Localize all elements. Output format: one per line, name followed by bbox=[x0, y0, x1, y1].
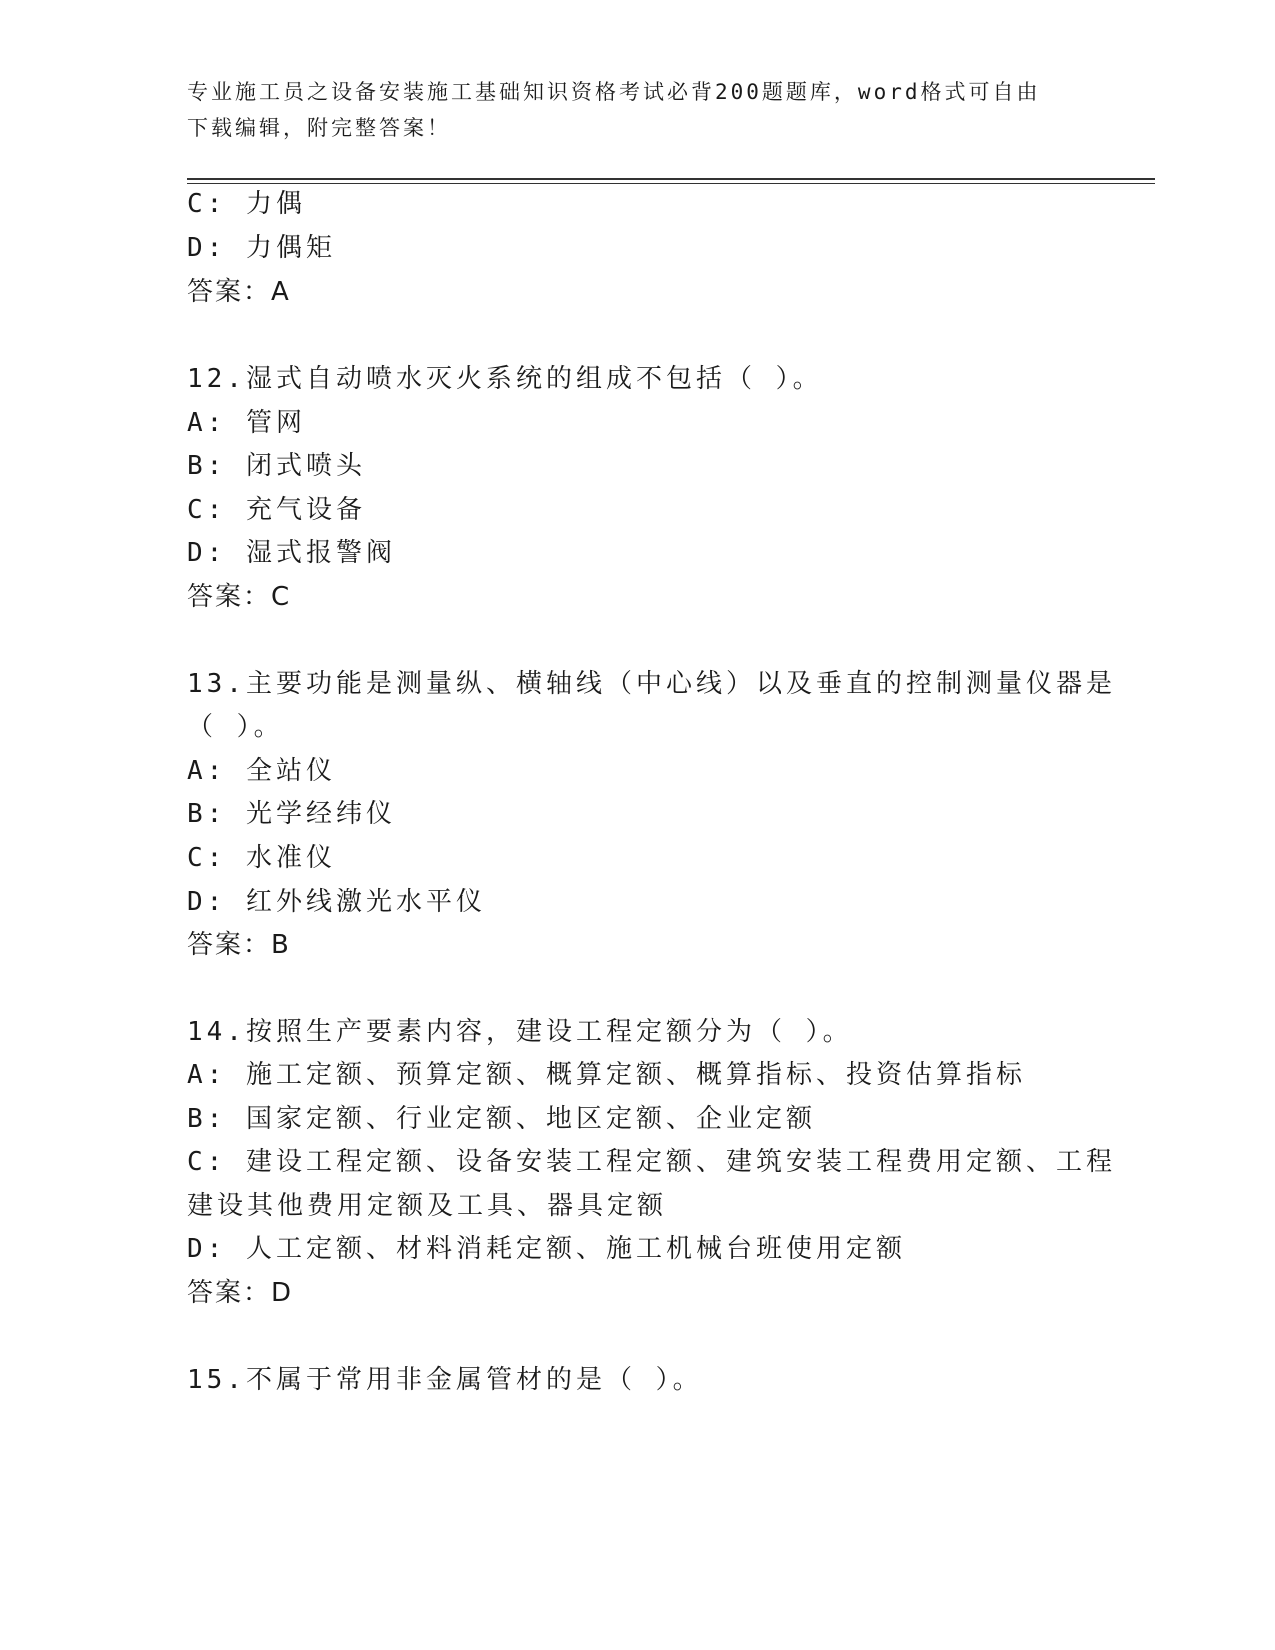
q14-answer: 答案：D bbox=[187, 1278, 294, 1308]
q13-option-d: D: 红外线激光水平仪 bbox=[187, 887, 486, 917]
q14-option-a: A: 施工定额、预算定额、概算定额、概算指标、投资估算指标 bbox=[187, 1060, 1026, 1090]
q12-option-b: B: 闭式喷头 bbox=[187, 451, 366, 481]
q14-option-d: D: 人工定额、材料消耗定额、施工机械台班使用定额 bbox=[187, 1234, 906, 1264]
q12-answer: 答案：C bbox=[187, 582, 292, 612]
q11-answer: 答案：A bbox=[187, 277, 291, 307]
q13-option-b: B: 光学经纬仪 bbox=[187, 799, 396, 829]
q12-option-d: D: 湿式报警阀 bbox=[187, 538, 396, 568]
q14-question: 14.按照生产要素内容，建设工程定额分为（ ）。 bbox=[187, 1017, 853, 1047]
header-divider-thin bbox=[187, 183, 1155, 184]
header-title-line1: 专业施工员之设备安装施工基础知识资格考试必背200题题库，word格式可自由 bbox=[187, 80, 1041, 104]
q12-option-c: C: 充气设备 bbox=[187, 495, 366, 525]
q12-option-a: A: 管网 bbox=[187, 408, 306, 438]
q14-option-c-line1: C: 建设工程定额、设备安装工程定额、建筑安装工程费用定额、工程 bbox=[187, 1147, 1116, 1177]
q13-answer: 答案：B bbox=[187, 930, 291, 960]
q11-option-d: D: 力偶矩 bbox=[187, 233, 336, 263]
q14-option-c-line2: 建设其他费用定额及工具、器具定额 bbox=[187, 1191, 668, 1221]
header-title-line2: 下载编辑，附完整答案！ bbox=[187, 116, 451, 140]
document-header bbox=[187, 74, 1067, 146]
q13-option-c: C: 水准仪 bbox=[187, 843, 336, 873]
q12-question: 12.湿式自动喷水灭火系统的组成不包括（ ）。 bbox=[187, 364, 823, 394]
q13-question-line1: 13.主要功能是测量纵、横轴线（中心线）以及垂直的控制测量仪器是 bbox=[187, 669, 1116, 699]
header-divider-thick bbox=[187, 178, 1155, 180]
q15-question: 15.不属于常用非金属管材的是（ ）。 bbox=[187, 1365, 703, 1395]
q14-option-b: B: 国家定额、行业定额、地区定额、企业定额 bbox=[187, 1104, 816, 1134]
q13-question-line2: （ ）。 bbox=[187, 712, 284, 742]
q11-option-c: C: 力偶 bbox=[187, 189, 306, 219]
q13-option-a: A: 全站仪 bbox=[187, 756, 336, 786]
